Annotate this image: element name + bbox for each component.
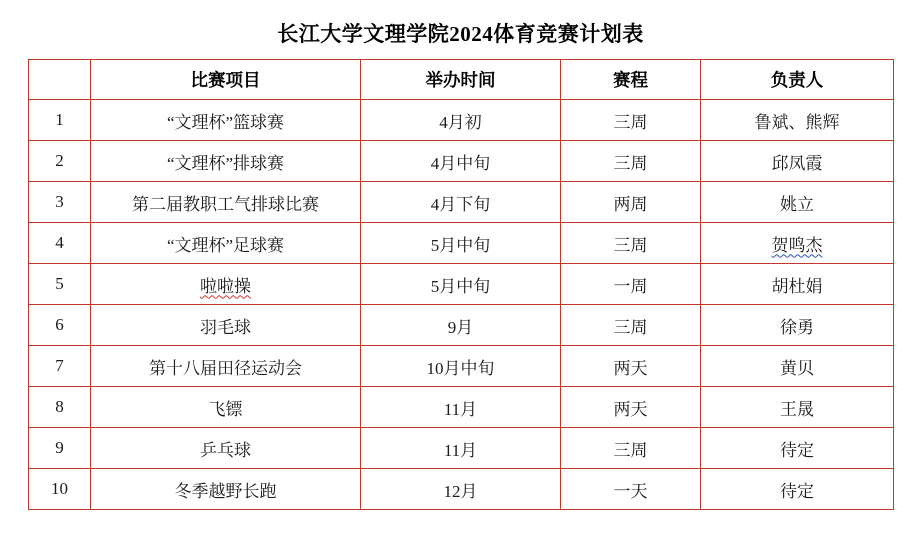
- cell-owner: 姚立: [701, 182, 894, 223]
- cell-duration: 两周: [561, 182, 701, 223]
- cell-time: 5月中旬: [361, 223, 561, 264]
- cell-time: 11月: [361, 428, 561, 469]
- cell-time: 12月: [361, 469, 561, 510]
- cell-item: “文理杯”足球赛: [91, 223, 361, 264]
- cell-item: 飞镖: [91, 387, 361, 428]
- cell-time: 11月: [361, 387, 561, 428]
- cell-index: 10: [29, 469, 91, 510]
- cell-duration: 三周: [561, 100, 701, 141]
- cell-index: 2: [29, 141, 91, 182]
- table-row: [29, 428, 894, 469]
- table-row: [29, 264, 894, 305]
- cell-duration: 三周: [561, 305, 701, 346]
- cell-duration: 三周: [561, 223, 701, 264]
- cell-duration: 一周: [561, 264, 701, 305]
- table-row: [29, 223, 894, 264]
- cell-time: 9月: [361, 305, 561, 346]
- cell-item: “文理杯”篮球赛: [91, 100, 361, 141]
- table-row: [29, 469, 894, 510]
- column-header-index: [29, 60, 91, 100]
- cell-item: “文理杯”排球赛: [91, 141, 361, 182]
- cell-item: 冬季越野长跑: [91, 469, 361, 510]
- cell-index: 9: [29, 428, 91, 469]
- table-header: [29, 60, 894, 100]
- cell-duration: 三周: [561, 428, 701, 469]
- cell-time: 4月中旬: [361, 141, 561, 182]
- cell-duration: 三周: [561, 141, 701, 182]
- table-row: [29, 387, 894, 428]
- cell-index: 4: [29, 223, 91, 264]
- cell-owner: 贺鸣杰: [701, 223, 894, 264]
- cell-owner: 徐勇: [701, 305, 894, 346]
- cell-owner: 王晟: [701, 387, 894, 428]
- cell-index: 8: [29, 387, 91, 428]
- cell-time: 5月中旬: [361, 264, 561, 305]
- table-header-row: [29, 60, 894, 100]
- cell-duration: 两天: [561, 346, 701, 387]
- table-row: [29, 182, 894, 223]
- table-row: [29, 346, 894, 387]
- cell-duration: 一天: [561, 469, 701, 510]
- cell-duration: 两天: [561, 387, 701, 428]
- table-body: [29, 100, 894, 510]
- cell-index: 6: [29, 305, 91, 346]
- cell-owner: 黄贝: [701, 346, 894, 387]
- cell-item: 羽毛球: [91, 305, 361, 346]
- cell-item: 啦啦操: [91, 264, 361, 305]
- cell-index: 1: [29, 100, 91, 141]
- cell-time: 10月中旬: [361, 346, 561, 387]
- cell-owner: 胡杜娟: [701, 264, 894, 305]
- cell-index: 3: [29, 182, 91, 223]
- cell-owner: 鲁斌、熊辉: [701, 100, 894, 141]
- cell-owner: 待定: [701, 428, 894, 469]
- cell-item: 乒乓球: [91, 428, 361, 469]
- sports-plan-table: [28, 59, 894, 510]
- column-header-owner: 负责人: [701, 60, 894, 100]
- cell-time: 4月初: [361, 100, 561, 141]
- cell-item: 第十八届田径运动会: [91, 346, 361, 387]
- column-header-time: 举办时间: [361, 60, 561, 100]
- table-row: [29, 305, 894, 346]
- column-header-item: 比赛项目: [91, 60, 361, 100]
- table-container: [0, 59, 921, 510]
- cell-index: 5: [29, 264, 91, 305]
- cell-owner: 邱凤霞: [701, 141, 894, 182]
- table-row: [29, 141, 894, 182]
- cell-owner: 待定: [701, 469, 894, 510]
- cell-time: 4月下旬: [361, 182, 561, 223]
- table-row: [29, 100, 894, 141]
- column-header-duration: 赛程: [561, 60, 701, 100]
- cell-index: 7: [29, 346, 91, 387]
- cell-item: 第二届教职工气排球比赛: [91, 182, 361, 223]
- page-title: 长江大学文理学院2024体育竞赛计划表: [277, 22, 644, 46]
